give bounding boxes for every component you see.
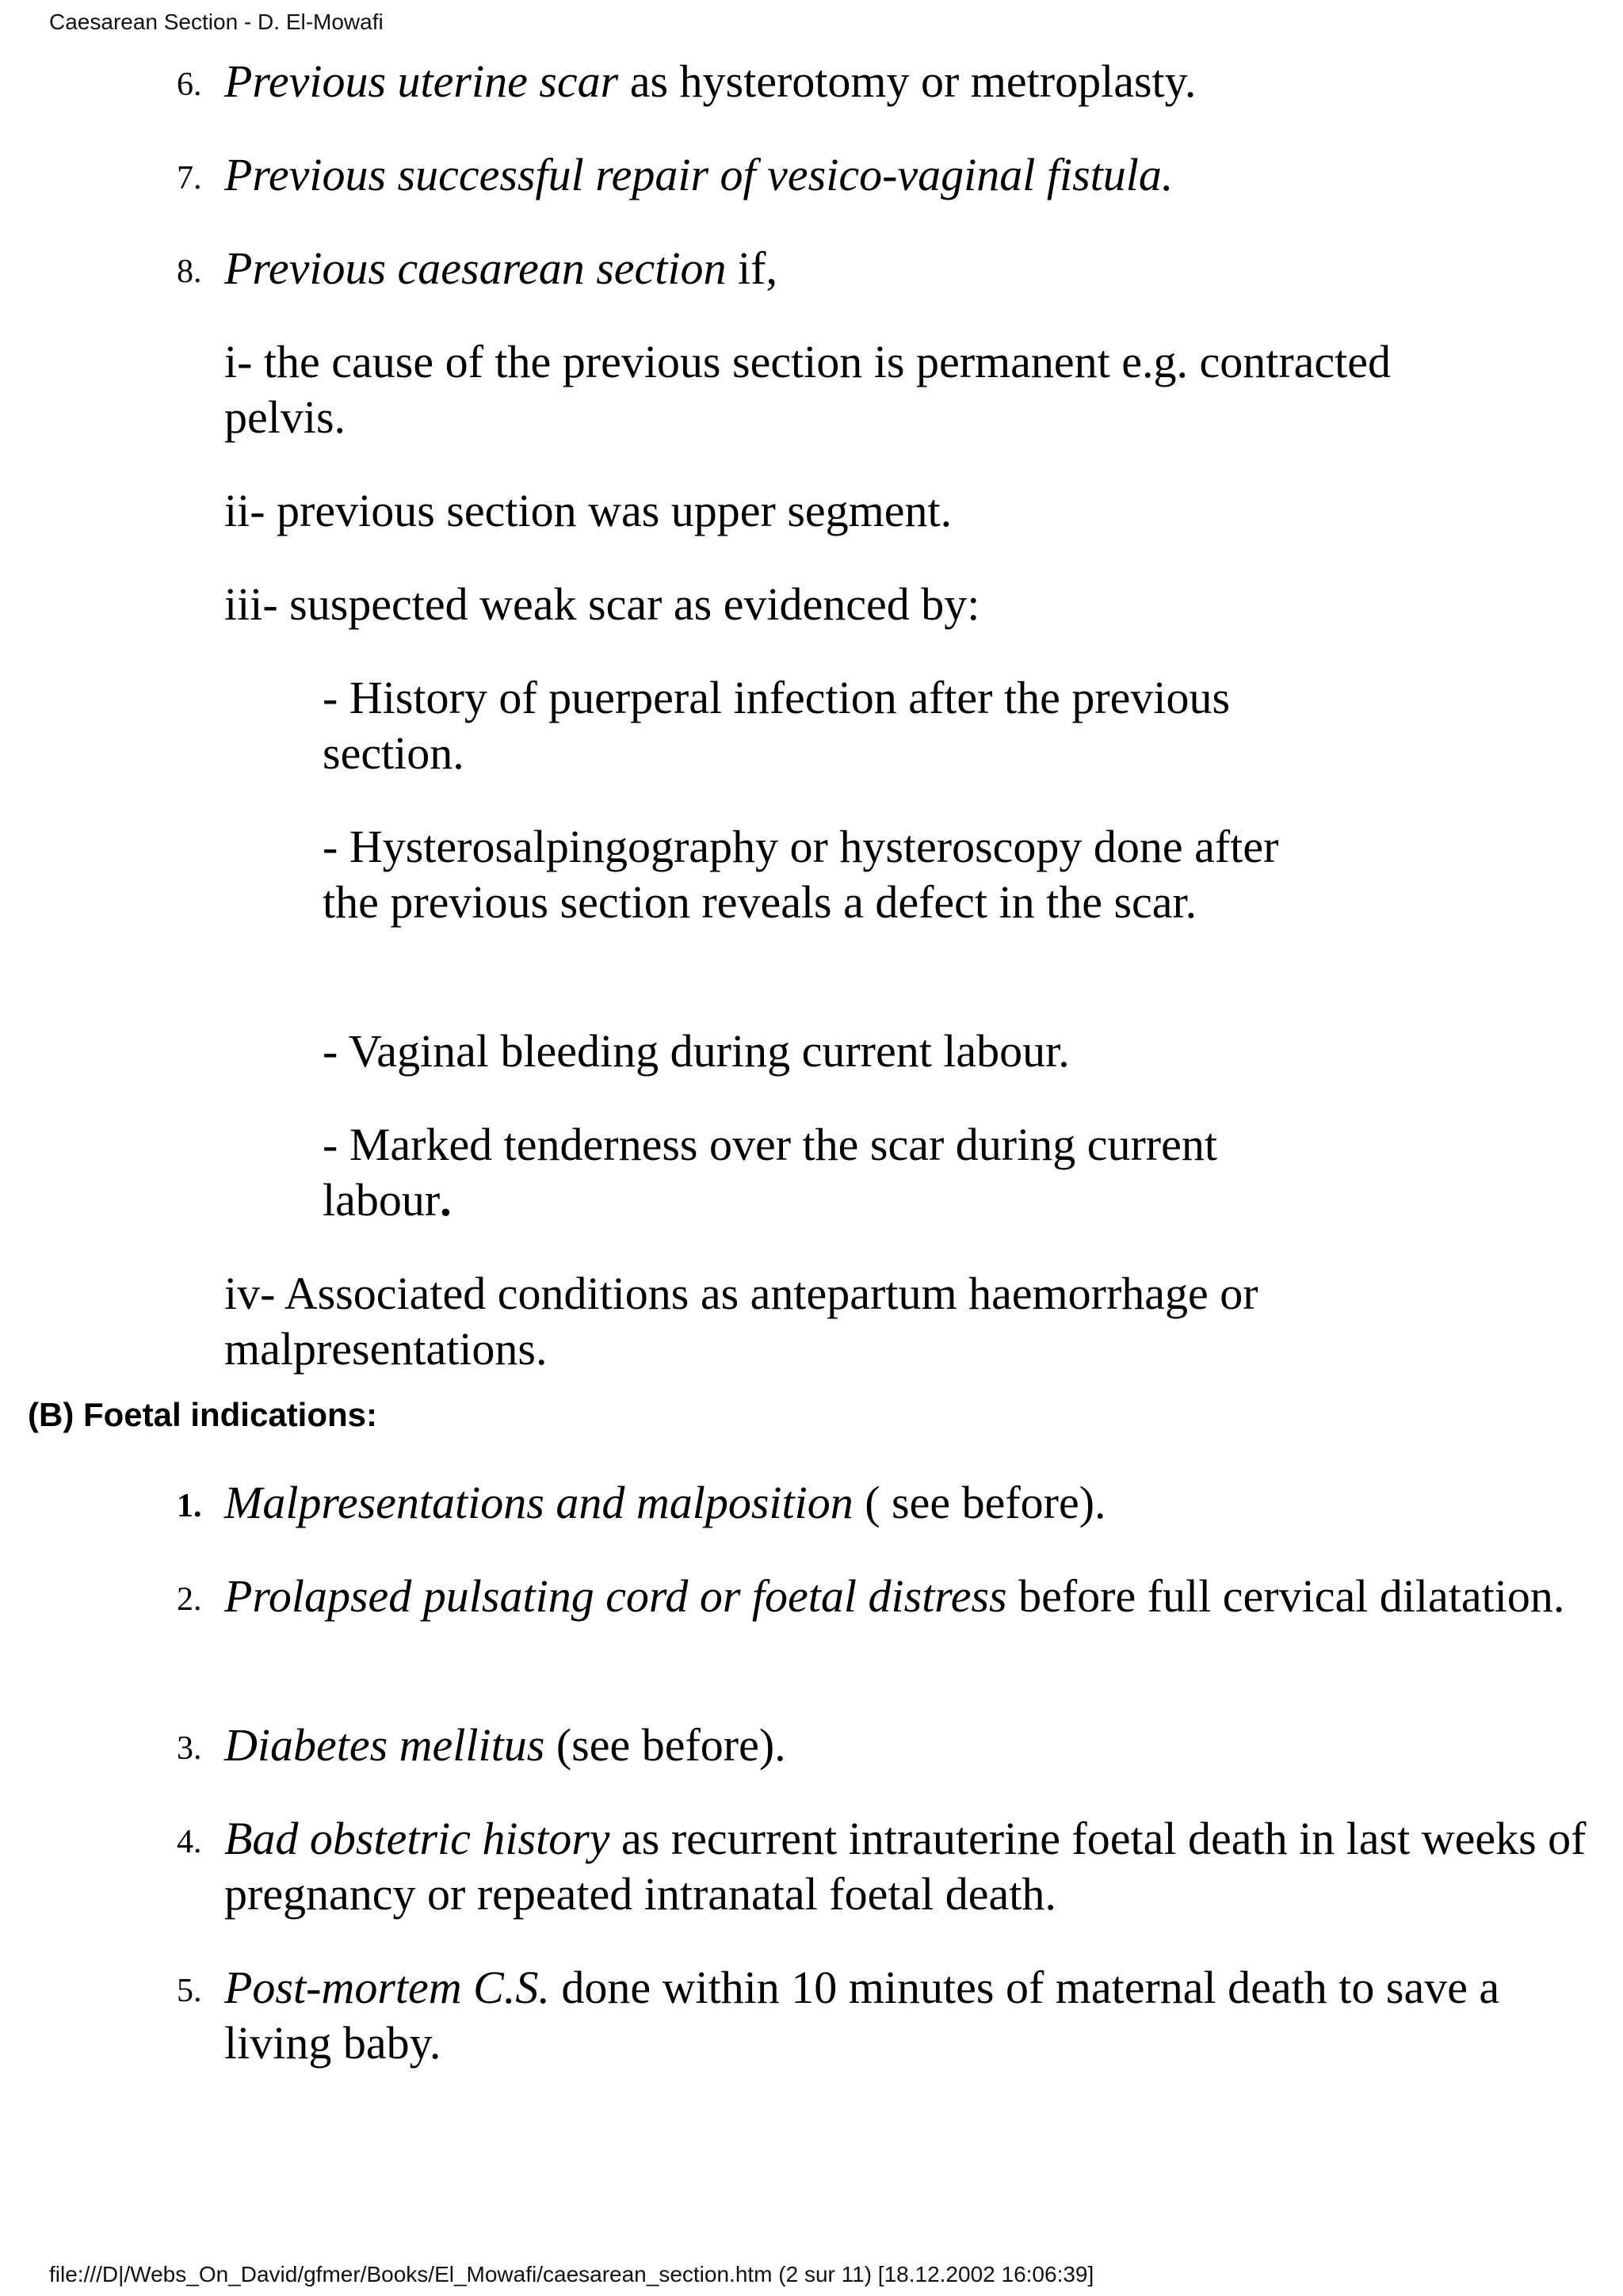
item-emphasis: Malpresentations and malposition xyxy=(224,1477,854,1528)
foetal-item-2 xyxy=(177,1569,1587,1624)
item-number: 6. xyxy=(177,67,202,103)
item-number: 2. xyxy=(177,1581,202,1618)
subitem-ii: ii- previous section was upper segment. xyxy=(224,485,953,536)
foetal-item-3 xyxy=(177,1718,1587,1773)
item-text: if, xyxy=(726,242,777,294)
item-emphasis: Diabetes mellitus xyxy=(224,1719,545,1771)
item-emphasis: Previous uterine scar xyxy=(224,55,619,107)
item-text: as hysterotomy or metroplasty. xyxy=(618,55,1197,107)
item-emphasis: Bad obstetric history xyxy=(224,1813,610,1864)
item-text: before full cervical dilatation. xyxy=(1006,1570,1565,1622)
item-emphasis: Post-mortem C.S. xyxy=(224,1962,550,2013)
page-footer-url: file:///D|/Webs_On_David/gfmer/Books/El_Mowafi/caesarean_section.htm (2 sur 11) [18.12.2002 16:06:39] xyxy=(49,2262,1094,2286)
evidence-item: - Hysterosalpingography or hysteroscopy done after the previous section reveals a defect in the scar. xyxy=(323,821,1279,928)
item-text: ( see before). xyxy=(853,1477,1106,1528)
item-number: 3. xyxy=(177,1730,202,1767)
evidence-bold-period: . xyxy=(440,1174,452,1226)
item-text: as recurrent intrauterine foetal death in last weeks of pregnancy or repeated intranatal foetal death. xyxy=(224,1813,1587,1920)
foetal-item-4 xyxy=(177,1811,1587,1922)
foetal-item-1 xyxy=(177,1475,1587,1531)
item-number: 5. xyxy=(177,1973,202,2009)
item-text: done within 10 minutes of maternal death to save a living baby. xyxy=(224,1962,1500,2069)
subitem-i: i- the cause of the previous section is permanent e.g. contracted pelvis. xyxy=(224,336,1392,443)
subitem-iii: iii- suspected weak scar as evidenced by: xyxy=(224,578,980,630)
evidence-text: - Marked tenderness over the scar during current labour xyxy=(323,1119,1217,1226)
evidence-item: - History of puerperal infection after the previous section. xyxy=(323,672,1231,779)
list-item-7 xyxy=(177,147,1587,203)
item-emphasis: Previous successful repair of vesico-vaginal fistula. xyxy=(224,149,1174,200)
evidence-item xyxy=(323,1117,1321,1228)
item-number: 1. xyxy=(177,1488,202,1524)
item-emphasis: Previous caesarean section xyxy=(224,242,727,294)
subitem-iv: iv- Associated conditions as antepartum haemorrhage or malpresentations. xyxy=(224,1268,1258,1375)
list-item-8 xyxy=(177,241,1587,296)
item-number: 7. xyxy=(177,160,202,196)
item-text: (see before). xyxy=(544,1719,786,1771)
list-item-6 xyxy=(177,54,1587,109)
foetal-item-5 xyxy=(177,1960,1587,2071)
evidence-item: - Vaginal bleeding during current labour. xyxy=(323,1025,1070,1077)
item-number: 4. xyxy=(177,1824,202,1860)
page-header: Caesarean Section - D. El-Mowafi xyxy=(49,10,384,34)
item-number: 8. xyxy=(177,254,202,290)
item-emphasis: Prolapsed pulsating cord or foetal distress xyxy=(224,1570,1007,1622)
section-heading: (B) Foetal indications: xyxy=(28,1396,377,1433)
